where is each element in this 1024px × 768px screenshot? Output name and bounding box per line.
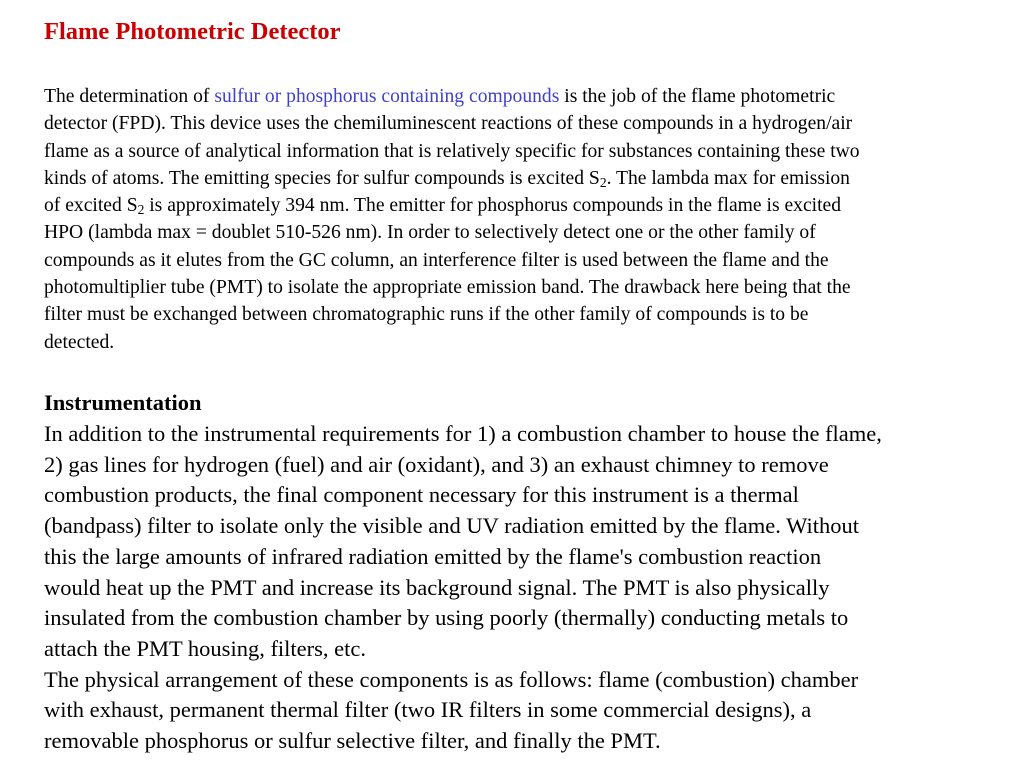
body-line: The physical arrangement of these components is as follows: flame (combustion) chamber (44, 666, 859, 692)
intro-line-4: kinds of atoms. The emitting species for sulfur compounds is excited $S_2$. The lambda max for emission (44, 167, 850, 190)
body-line: 2) gas lines for hydrogen (fuel) and air (oxidant), and 3) an exhaust chimney to remove (44, 451, 829, 477)
body-line: combustion products, the final component necessary for this instrument is a thermal (44, 482, 799, 508)
body-line: attach the PMT housing, filters, etc. (44, 635, 367, 661)
intro-paragraph (44, 83, 1004, 356)
body-line: insulated from the combustion chamber by using poorly (thermally) conducting metals to (44, 605, 849, 631)
subscript-2: 2 (599, 174, 607, 190)
intro-line-3: flame as a source of analytical information that is relatively specific for substances containing these two (44, 140, 860, 162)
body-line: this the large amounts of infrared radiation emitted by the flame's combustion reaction (44, 543, 822, 569)
instrumentation-heading: Instrumentation (44, 390, 202, 415)
intro-line-5: of excited $S_2$ is approximately 394 nm. The emitter for phosphorus compounds in the flame is excited (44, 195, 842, 218)
body-line: In addition to the instrumental requirements for 1) a combustion chamber to house the flame, (44, 421, 882, 446)
page-title: Flame Photometric Detector (44, 18, 341, 45)
instrumentation-body (44, 419, 1006, 757)
intro-line-1: The determination of sulfur or phosphorus containing compounds is the job of the flame photometric (44, 86, 836, 107)
intro-line-8: photomultiplier tube (PMT) to isolate the appropriate emission band. The drawback here being that the (44, 277, 851, 299)
subscript-2: 2 (137, 202, 145, 218)
intro-line-9: filter must be exchanged between chromatographic runs if the other family of compounds is to be (44, 304, 809, 326)
intro-line-6: HPO (lambda max = doublet 510-526 nm). In order to selectively detect one or the other family of (44, 222, 816, 244)
sulfur-phosphorus-link[interactable]: sulfur or phosphorus containing compounds (214, 86, 560, 107)
body-line: with exhaust, permanent thermal filter (two IR filters in some commercial designs), a (44, 697, 812, 723)
body-line: would heat up the PMT and increase its background signal. The PMT is also physically (44, 574, 830, 600)
body-line: (bandpass) filter to isolate only the visible and UV radiation emitted by the flame. Without (44, 513, 859, 539)
intro-line-2: detector (FPD). This device uses the chemiluminescent reactions of these compounds in a hydrogen/air (44, 113, 853, 135)
intro-line-7: compounds as it elutes from the GC column, an interference filter is used between the flame and the (44, 249, 829, 271)
body-line: removable phosphorus or sulfur selective filter, and finally the PMT. (44, 728, 661, 754)
intro-line-10: detected. (44, 331, 115, 353)
